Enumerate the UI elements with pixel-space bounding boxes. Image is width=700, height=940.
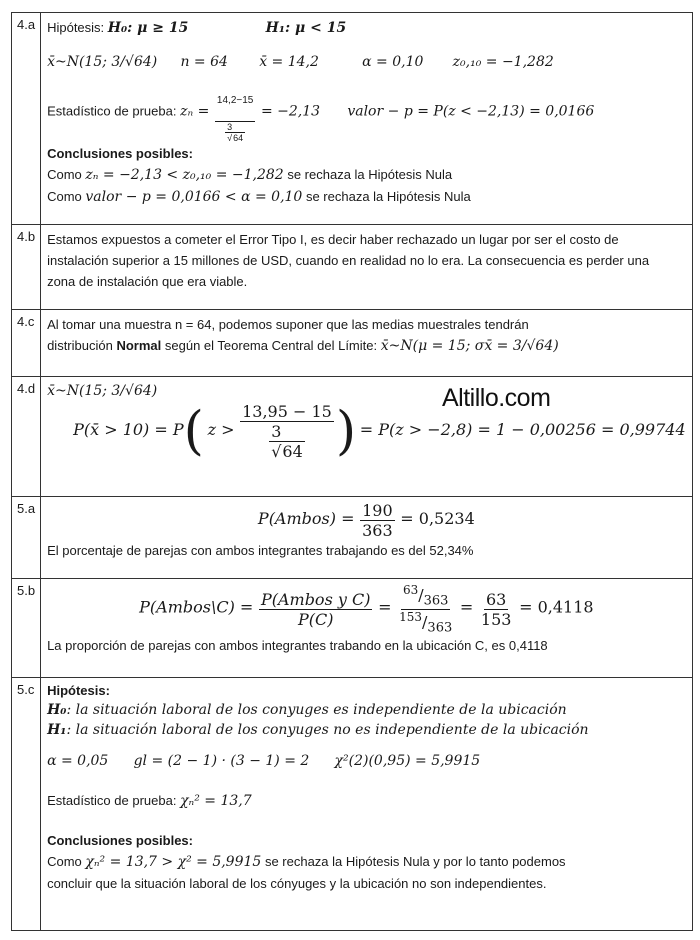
open-paren: ( [183,401,204,462]
row-5b [12,579,693,678]
conclusion-2 [47,186,686,208]
fraction-denominator: 363 [362,521,393,540]
conclusions-title: Conclusiones posibles: [47,833,193,848]
equation-lhs: P(Ambos\C) = [139,597,254,617]
h0-symbol: H₀ [47,702,67,718]
conditional-equation: P(Ambos\C) = $\frac{\text{P(Ambos y C)}}{P(C)}$ = $\frac{^{63}/_{363}}{^{153}/_{363}}$ = $\frac{63}{153}$ = 0,4118 [139,583,594,636]
den-a: 153 [399,609,423,624]
param-n: n = 64 [180,54,228,70]
equation-rhs: = 0,4118 [519,597,594,617]
probability-equation [47,501,686,540]
h1-symbol: H₁ [47,722,67,738]
paragraph-line-2 [47,335,686,357]
equation-lhs: P(x̄ > 10) = P [73,419,184,439]
statistic-label: Estadístico de prueba: [47,793,177,808]
den-radicand: 64 [233,133,244,143]
conclusion-prefix: Como [47,189,82,204]
fraction-denominator: P(C) [297,609,334,629]
fraction-1 [259,590,373,629]
fraction-denominator: $^{153}/_{363}$ [399,609,453,636]
hypothesis-label: Hipótesis: [47,20,105,35]
h0-line [47,700,686,720]
fraction-denominator [267,422,307,461]
equation-rhs: = 0,5234 [400,508,475,528]
fraction-numerator: 13,95 − 15 [242,402,332,421]
row-content [41,377,693,497]
statistic-label: Estadístico de prueba: [47,103,177,119]
conclusion-text: se rechaza la Hipótesis Nula y por lo tanto podemos [264,854,566,869]
param-critical-chi: χ²(2)(0,95) = 5,9915 [334,753,481,769]
fraction-numerator: 63 [486,589,507,609]
statistic-fraction [215,81,255,143]
den-sqrt: √64 [227,133,244,143]
fraction [360,501,395,540]
statistic-lhs: zₙ = [180,103,210,120]
param-alpha: α = 0,10 [362,54,424,70]
equation-lhs: P(Ambos) = [257,508,355,528]
fraction-3 [479,590,514,629]
den-radicand: 64 [282,442,303,461]
conclusion-prefix: Como [47,167,82,182]
interpretation: El porcentaje de parejas con ambos integrantes trabajando es del 52,34% [47,543,474,558]
conclusion-math: zₙ = −2,13 < z₀,₁₀ = −1,282 [85,167,284,183]
den-numerator: 3 [225,122,245,133]
paragraph-line-1: Al tomar una muestra n = 64, podemos suponer que las medias muestrales tendrán [47,317,529,332]
conclusions-title: Conclusiones posibles: [47,146,193,161]
den-numerator: 3 [269,422,305,442]
fraction-numerator: 14,2−15 [215,81,255,122]
h1-line [47,720,686,740]
h0-text: : la situación laboral de los conyuges es independiente de la ubicación [66,702,567,718]
row-label: 5.c [12,678,41,931]
row-content [41,13,693,225]
parameters-line [47,51,686,73]
fraction-denominator [223,122,247,143]
close-paren: ) [335,401,357,462]
conclusion-text: se rechaza la Hipótesis Nula [305,189,471,204]
row-label: 4.c [12,310,41,377]
fraction-denominator: 153 [480,609,512,629]
row-content [41,579,693,678]
num-b: 363 [423,593,449,609]
solutions-table [11,12,693,931]
conclusion-math: χₙ² = 13,7 > χ² = 5,9915 [85,854,262,870]
distribution: x̄~N(15; 3/√64) [47,383,158,399]
equation-rhs: = P(z > −2,8) = 1 − 0,00256 = 0,99744 [359,419,686,439]
conclusion-line-1 [47,851,686,873]
fraction-2 [397,583,454,635]
statistic-result: = −2,13 [260,103,321,120]
row-4c [12,310,693,377]
row-content [41,678,693,931]
bold-term: Normal [116,338,162,353]
param-mean: x̄ = 14,2 [259,54,319,70]
row-4b [12,225,693,310]
row-label: 5.b [12,579,41,678]
row-label: 4.d [12,377,41,497]
conclusion-math: valor − p = 0,0166 < α = 0,10 [85,189,303,205]
row-4d [12,377,693,497]
hypothesis-label: Hipótesis: [47,683,110,698]
num-a: 63 [402,583,419,597]
p-value: valor − p = P(z < −2,13) = 0,0166 [347,103,595,120]
den-sqrt: √64 [271,442,303,461]
distribution-math: x̄~N(μ = 15; σx̄ = 3/√64) [380,338,559,354]
row-label: 5.a [12,497,41,579]
row-5c [12,678,693,931]
row-content [41,310,693,377]
parameters-line [47,750,686,772]
h1-statement: H₁: μ < 15 [265,20,347,36]
text: según el Teorema Central del Límite: [164,338,378,353]
param-alpha: α = 0,05 [47,753,109,769]
row-content [41,497,693,579]
z-fraction [240,402,334,461]
den-b: 363 [427,620,453,636]
statistic-line [47,790,686,812]
interpretation: La proporción de parejas con ambos integrantes trabando en la ubicación C, es 0,4118 [47,638,548,654]
row-label: 4.b [12,225,41,310]
h1-text: : la situación laboral de los conyuges no es independiente de la ubicación [66,722,589,738]
fraction-numerator: $^{63}/_{363}$ [402,583,449,609]
paragraph: Estamos expuestos a cometer el Error Tipo I, es decir haber rechazado un lugar por ser el costo de instalación superior a 15 millones de USD, cuando en realidad no lo era. La consecuencia es perder una zona de instalación que era viable. [47,232,650,289]
row-5a [12,497,693,579]
h0-statement: H₀: μ ≥ 15 [107,20,189,36]
conclusion-1 [47,164,686,186]
statistic-value: χₙ² = 13,7 [180,793,252,809]
text: distribución [47,338,113,353]
conclusion-text: se rechaza la Hipótesis Nula [287,167,453,182]
statistic-line [47,81,686,143]
conclusion-line-2: concluir que la situación laboral de los cónyuges y la ubicación no son independientes. [47,876,547,891]
inner-text: z > [207,419,235,439]
fraction-numerator: 190 [362,501,393,520]
param-critical-z: z₀,₁₀ = −1,282 [452,54,554,70]
conclusion-prefix: Como [47,854,82,869]
watermark-logo: Altillo.com [442,384,551,412]
probability-equation [47,402,686,461]
row-4a [12,13,693,225]
param-distribution: x̄~N(15; 3/√64) [47,54,158,70]
row-label: 4.a [12,13,41,225]
fraction-numerator: P(Ambos y C) [260,589,371,609]
row-content [41,225,693,310]
param-degrees-freedom: gl = (2 − 1) · (3 − 1) = 2 [133,753,310,769]
hypotheses-line [47,17,686,39]
